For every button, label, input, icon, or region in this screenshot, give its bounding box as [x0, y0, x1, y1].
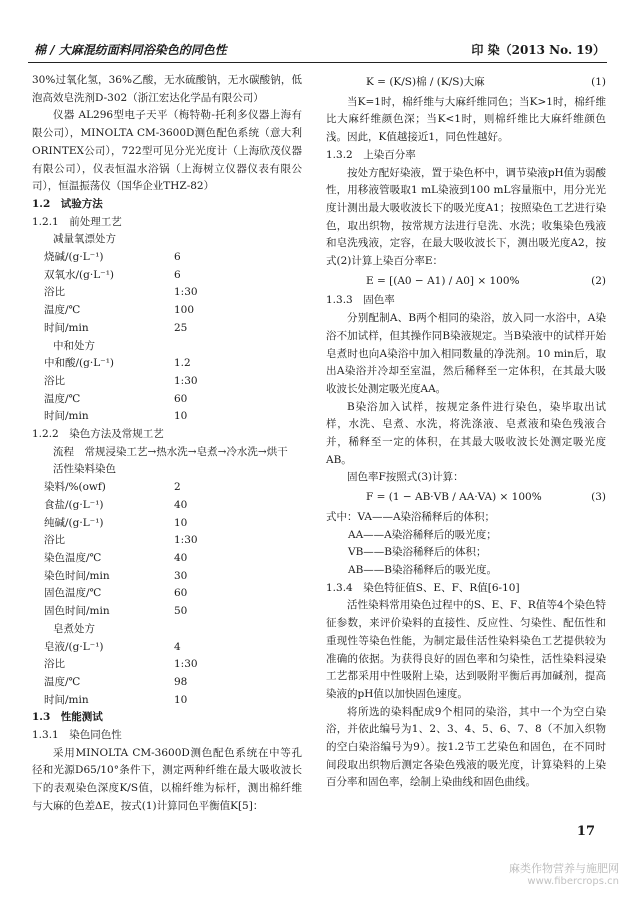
- recipe-row: [32, 550, 302, 568]
- soap-recipe-table: [32, 639, 302, 710]
- recipe-value: 60: [174, 392, 188, 405]
- recipe-label: 时间/min: [44, 321, 89, 334]
- process-flow: 流程 常规浸染工艺→热水洗→皂煮→冷水洗→烘干: [53, 445, 288, 458]
- section-1-3-1-heading: 1.3.1 染色同色性: [32, 729, 122, 742]
- watermark-site-name: 麻类作物营养与施肥网: [509, 862, 619, 875]
- materials-text: 30%过氧化氢，36%乙酸，无水硫酸钠，无水碳酸钠，低泡高效皂洗剂D-302（浙江宏达化学品有限公司）: [32, 74, 302, 104]
- recipe-row: [32, 515, 302, 533]
- recipe-value: 2: [174, 481, 181, 494]
- paragraph-dyeing-parameters: 活性染料常用染色过程中的S、E、F、R值等4个染色特征参数，来评价染料的直接性、反应性、匀染性、配伍性和重现性等染色性能，为制定最佳活性染料染色工艺提供较为准确的依据。为获得良好的固色率和匀染性，活性染料浸染工艺都采用中性吸附上染，达到吸附平衡后再加碱剂，提高染液的pH值以加快固色速度。: [326, 599, 606, 700]
- bleach-recipe-table: [32, 249, 302, 338]
- soap-recipe-title: 皂煮处方: [53, 622, 95, 635]
- recipe-row: [32, 639, 302, 657]
- recipe-value: 60: [174, 587, 188, 600]
- recipe-row: [32, 320, 302, 338]
- variable-definition: 式中：VA——A染浴稀释后的体积；: [326, 510, 496, 523]
- recipe-label: 中和酸/(g·L⁻¹): [44, 357, 115, 370]
- recipe-row: [32, 603, 302, 621]
- right-column: [326, 72, 606, 792]
- equation-2-formula: E = [(A0 − A1) / A0] × 100%: [366, 274, 520, 287]
- recipe-value: 1:30: [174, 286, 198, 299]
- recipe-label: 烧碱/(g·L⁻¹): [44, 251, 104, 264]
- recipe-row: [32, 373, 302, 391]
- neutral-recipe-title: 中和处方: [53, 339, 95, 352]
- recipe-label: 固色温度/℃: [44, 587, 102, 600]
- recipe-value: 50: [174, 605, 188, 618]
- recipe-label: 浴比: [44, 534, 65, 547]
- variable-definition: VB——B染浴稀释后的体积；: [348, 546, 487, 559]
- recipe-value: 10: [174, 410, 188, 423]
- recipe-row: [32, 284, 302, 302]
- recipe-label: 浴比: [44, 374, 65, 387]
- recipe-row: [32, 532, 302, 550]
- recipe-value: 1:30: [174, 658, 198, 671]
- variable-definition: AB——B染浴稀释后的吸光度。: [348, 563, 498, 576]
- equation-1: [326, 74, 606, 92]
- section-1-3-4-heading: 1.3.4 染色特征值S、E、F、R值[6-10]: [326, 581, 520, 594]
- paragraph-fixation-c: 固色率F按照式(3)计算：: [347, 471, 464, 484]
- recipe-value: 30: [174, 569, 188, 582]
- equation-2-number: (2): [591, 274, 606, 287]
- recipe-value: 98: [174, 675, 188, 688]
- recipe-label: 浴比: [44, 286, 65, 299]
- recipe-label: 染料/%(owf): [44, 481, 106, 494]
- paragraph-dye-baths: 将所选的染料配成9个相同的染浴，其中一个为空白染浴，并依此编号为1、2、3、4、5、6、7、8（不加入织物的空白染浴编号为9）。按1.2节工艺染色和固色，在不同时间段取出织物后测定各染色残液的吸光度，计算染料的上染百分率和固色率，绘制上染曲线和固色曲线。: [326, 705, 606, 789]
- paragraph-k-value: 当K=1时，棉纤维与大麻纤维同色；当K>1时，棉纤维比大麻纤维颜色深；当K<1时，则棉纤维比大麻纤维颜色浅。因此，K值越接近1，同色性越好。: [326, 95, 606, 144]
- recipe-value: 1.2: [174, 357, 191, 370]
- equation-3: [326, 489, 606, 507]
- recipe-row: [32, 302, 302, 320]
- section-1-2-2-heading: 1.2.2 染色方法及常规工艺: [32, 428, 164, 441]
- dye-recipe-table: [32, 479, 302, 621]
- recipe-value: 1:30: [174, 374, 198, 387]
- recipe-value: 1:30: [174, 534, 198, 547]
- recipe-row: [32, 249, 302, 267]
- left-column: [32, 72, 302, 816]
- recipe-value: 6: [174, 251, 181, 264]
- recipe-row: [32, 674, 302, 692]
- recipe-label: 染色时间/min: [44, 569, 110, 582]
- paragraph-fixation-b: B染浴加入试样，按规定条件进行染色，染毕取出试样，水洗、皂煮、水洗，将洗涤液、皂煮液和染色残液合并，稀释至一定的体积，在其最大吸收波长处测定吸光度AB。: [326, 400, 606, 466]
- recipe-row: [32, 408, 302, 426]
- recipe-label: 固色时间/min: [44, 605, 110, 618]
- recipe-label: 食盐/(g·L⁻¹): [44, 498, 104, 511]
- recipe-row: [32, 479, 302, 497]
- recipe-row: [32, 391, 302, 409]
- recipe-value: 4: [174, 640, 181, 653]
- section-1-2-heading: 1.2 试验方法: [32, 197, 103, 210]
- page-number: 17: [576, 824, 595, 839]
- paragraph-fixation-a: 分别配制A、B两个相同的染浴，放入同一水浴中，A染浴不加试样，但其操作同B染液规定。当B染液中的试样开始皂煮时也向A染浴中加入相同数量的净洗剂。10 min后，取出A染浴并冷却至室温，然后稀释至一定体积，在其最大吸收波长处测定吸光度AA。: [326, 312, 606, 395]
- paragraph-same-color: 采用MINOLTA CM-3600D测色配色系统在中等孔径和光源D65/10°条件下，测定两种纤维在最大吸收波长下的表观染色深度K/S值，以棉纤维为标杆，测出棉纤维与大麻的色差ΔE，按式(1)计算同色平衡值K[5]：: [32, 746, 302, 812]
- recipe-label: 纯碱/(g·L⁻¹): [44, 516, 104, 529]
- section-1-3-3-heading: 1.3.3 固色率: [326, 294, 395, 307]
- watermark-url: www.fibercrops.cn: [527, 876, 619, 887]
- recipe-row: [32, 497, 302, 515]
- bleach-recipe-title: 减量氧漂处方: [53, 233, 116, 246]
- journal-issue: 印 染（2013 No. 19）: [471, 43, 605, 57]
- recipe-row: [32, 692, 302, 710]
- section-1-2-1-heading: 1.2.1 前处理工艺: [32, 215, 122, 228]
- recipe-value: 100: [174, 304, 195, 317]
- recipe-label: 温度/℃: [44, 675, 81, 688]
- neutral-recipe-table: [32, 355, 302, 426]
- equation-1-formula: K = (K/S)棉 / (K/S)大麻: [366, 76, 485, 88]
- variable-definition: AA——A染浴稀释后的吸光度；: [348, 528, 497, 541]
- paragraph-uptake: 按处方配好染液，置于染色杯中，调节染液pH值为弱酸性，用移液管吸取1 mL染液到100 mL容量瓶中，用分光光度计测出最大吸收波长下的吸光度A1；按照染色工艺进行染色，取出织物，按常规方法进行皂洗、水洗；收集染色残液和皂洗残液，定容，在最大吸收波长下，测出吸光度A2，按式(2)计算上染百分率E：: [326, 166, 606, 268]
- recipe-value: 40: [174, 498, 188, 511]
- recipe-label: 浴比: [44, 658, 65, 671]
- equation-1-number: (1): [591, 76, 606, 88]
- equation-3-number: (3): [591, 491, 606, 504]
- recipe-value: 40: [174, 551, 188, 564]
- recipe-value: 10: [174, 693, 188, 706]
- section-1-3-heading: 1.3 性能测试: [32, 711, 103, 724]
- recipe-row: [32, 267, 302, 285]
- recipe-value: 6: [174, 268, 181, 281]
- recipe-row: [32, 568, 302, 586]
- equation-3-formula: F = (1 − AB·VB / AA·VA) × 100%: [366, 491, 542, 504]
- recipe-label: 时间/min: [44, 693, 89, 706]
- recipe-label: 双氧水/(g·L⁻¹): [44, 268, 115, 281]
- section-1-3-2-heading: 1.3.2 上染百分率: [326, 148, 416, 161]
- equation-2: [326, 273, 606, 291]
- dye-recipe-title: 活性染料染色: [53, 463, 116, 476]
- header-title: 棉 / 大麻混纺面料同浴染色的同色性: [34, 43, 227, 57]
- recipe-label: 时间/min: [44, 410, 89, 423]
- recipe-row: [32, 355, 302, 373]
- recipe-value: 25: [174, 321, 188, 334]
- recipe-label: 染色温度/℃: [44, 551, 102, 564]
- recipe-row: [32, 656, 302, 674]
- recipe-row: [32, 585, 302, 603]
- instruments-text: 仪器 AL296型电子天平（梅特勒-托利多仪器上海有限公司），MINOLTA CM-3600D测色配色系统（意大利ORINTEX公司），722型可见分光光度计（上海欣茂仪器有限公司），仪表恒温水浴锅（上海树立仪器仪表有限公司），恒温振荡仪（国华企业THZ-82）: [32, 109, 302, 193]
- running-header: [28, 38, 607, 63]
- recipe-label: 温度/℃: [44, 304, 81, 317]
- recipe-label: 皂液/(g·L⁻¹): [44, 640, 104, 653]
- recipe-label: 温度/℃: [44, 392, 81, 405]
- recipe-value: 10: [174, 516, 188, 529]
